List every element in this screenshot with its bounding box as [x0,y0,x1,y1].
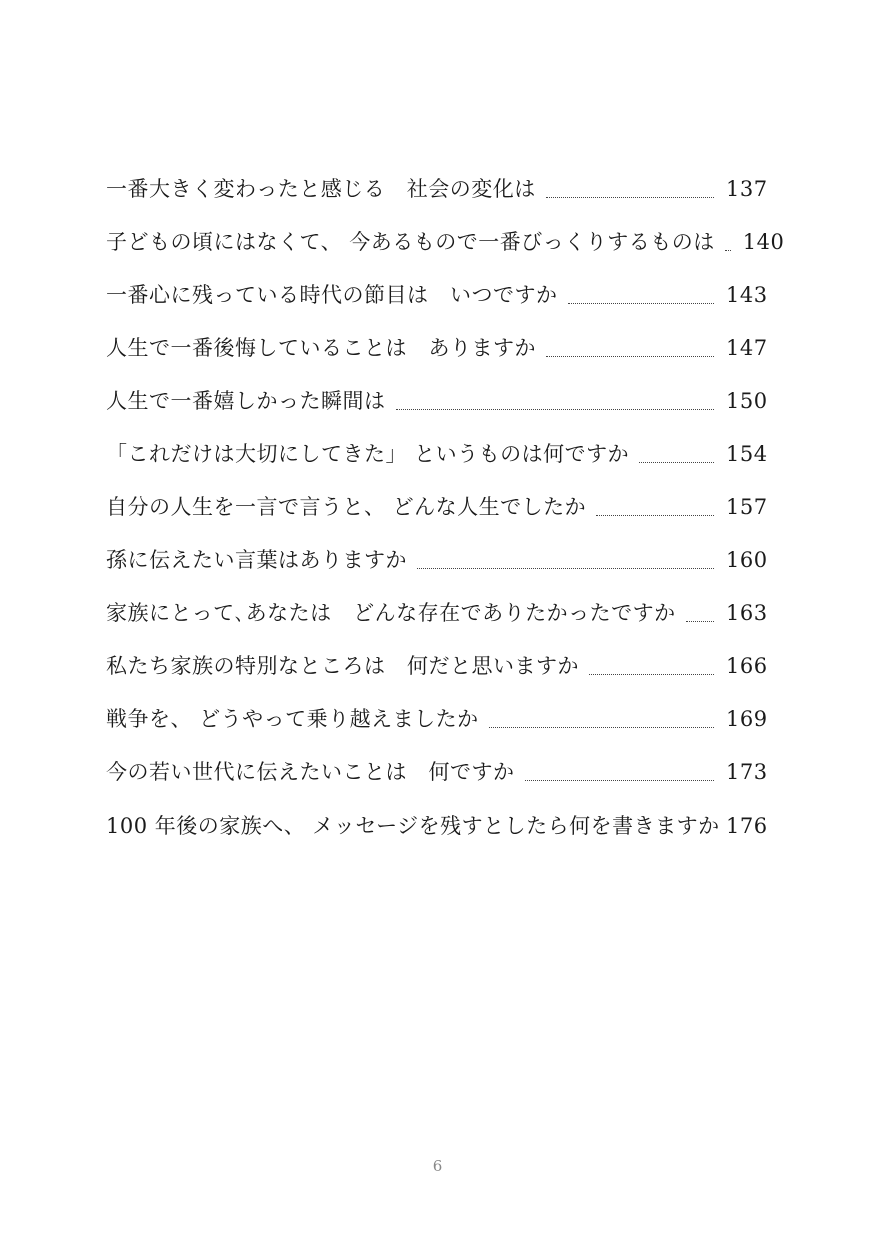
toc-entry-page-number: 147 [726,336,768,360]
dot-leader [596,515,714,516]
toc-entry-page-number: 140 [742,230,785,254]
toc-entry-title: 自分の人生を一言で言うと、 どんな人生でしたか [106,495,587,519]
toc-entry[interactable] [106,538,766,591]
toc-entry[interactable] [106,273,766,326]
toc-entry-page-number: 166 [726,654,768,678]
toc-entry-page-number: 154 [726,442,768,466]
toc-entry-title: 一番心に残っている時代の節目は いつですか [106,283,558,307]
toc-entry-title: 人生で一番嬉しかった瞬間は [106,389,386,413]
dot-leader [725,250,731,251]
toc-entry-page-number: 163 [726,601,768,625]
toc-entry-title: 一番大きく変わったと感じる 社会の変化は [106,177,536,201]
dot-leader [568,303,715,304]
dot-leader [525,780,715,781]
toc-entry[interactable] [106,644,766,697]
dot-leader [417,568,714,569]
table-of-contents [106,167,785,841]
toc-entry[interactable] [106,803,766,841]
toc-entry-title: 子どもの頃にはなくて、 今あるもので一番びっくりするものは [106,230,715,254]
dot-leader [589,674,714,675]
toc-entry-page-number: 160 [726,548,768,572]
toc-entry-page-number: 143 [726,283,768,307]
page-number-footer: 6 [432,1157,443,1175]
dot-leader [639,462,714,463]
toc-entry[interactable] [106,432,766,485]
toc-entry[interactable] [106,379,766,432]
toc-entry-title: 孫に伝えたい言葉はありますか [106,548,407,572]
toc-entry[interactable] [106,591,766,644]
toc-entry-page-number: 150 [726,389,768,413]
toc-entry-page-number: 173 [726,760,768,784]
toc-entry[interactable] [106,167,766,220]
toc-entry[interactable] [106,326,766,379]
dot-leader [546,197,714,198]
toc-entry-page-number: 169 [726,707,768,731]
toc-entry-title: 家族にとって､あなたは どんな存在でありたかったですか [106,601,676,625]
toc-entry-title: 今の若い世代に伝えたいことは 何ですか [106,760,515,784]
dot-leader [396,409,715,410]
toc-entry-title: 「これだけは大切にしてきた」 というものは何ですか [106,442,630,466]
dot-leader [686,621,714,622]
toc-entry-page-number: 176 [726,814,768,838]
toc-entry-title: 私たち家族の特別なところは 何だと思いますか [106,654,579,678]
dot-leader [489,727,714,728]
toc-entry-title: 100 年後の家族へ、 メッセージを残すとしたら何を書きますか [106,814,720,838]
toc-entry[interactable] [106,220,785,273]
toc-entry-page-number: 137 [726,177,768,201]
toc-entry-title: 戦争を、 どうやって乗り越えましたか [106,707,479,731]
toc-entry-title: 人生で一番後悔していることは ありますか [106,336,536,360]
dot-leader [546,356,714,357]
toc-entry[interactable] [106,750,766,803]
toc-entry[interactable] [106,485,766,538]
toc-entry-page-number: 157 [726,495,768,519]
toc-entry[interactable] [106,697,766,750]
